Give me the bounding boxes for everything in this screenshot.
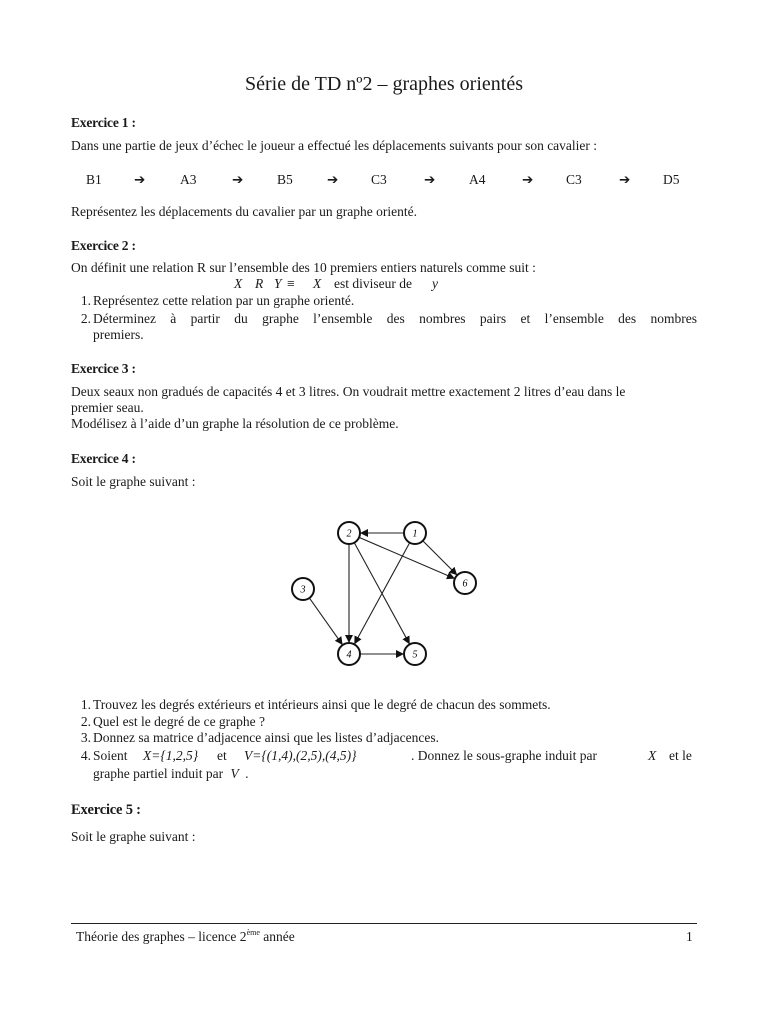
exercise-2-item-1: 1. Représentez cette relation par un graphe orienté. — [80, 293, 355, 308]
formula-x: X — [234, 276, 243, 291]
graph-node-label: 6 — [462, 578, 468, 590]
knight-move-sequence — [0, 172, 768, 188]
exercise-1-intro: Dans une partie de jeux d’échec le joueur a effectué les déplacements suivants pour son cavalier : — [71, 138, 598, 153]
graph-node-label: 1 — [412, 528, 418, 540]
exercise-2-item-2: 2. Déterminez à partir du graphe l’ensemble des nombres pairs et l’ensemble des nombres — [80, 311, 697, 326]
exercise-2-item-2-cont: premiers. — [93, 327, 144, 342]
item4-et: et — [217, 748, 227, 763]
exercise-4-heading: Exercice 4 : — [71, 451, 136, 466]
formula-y: Y — [274, 276, 282, 291]
exercise-1-task: Représentez les déplacements du cavalier par un graphe orienté. — [71, 204, 417, 219]
graph-node-5 — [404, 643, 426, 665]
item4-etle: et le — [669, 748, 692, 763]
graph-node-label: 2 — [346, 528, 352, 540]
graph-node-label: 4 — [346, 649, 352, 661]
page-title: Série de TD nº2 – graphes orientés — [245, 73, 523, 95]
formula-y2: y — [432, 276, 438, 291]
move-2: A3 — [180, 172, 197, 187]
graph-node-3 — [292, 578, 314, 600]
graph-node-1 — [404, 522, 426, 544]
exercise-1-heading: Exercice 1 : — [71, 115, 136, 130]
exercise-3-line-2: premier seau. — [71, 400, 144, 415]
move-4: C3 — [371, 172, 387, 187]
exercise-3-line-3: Modélisez à l’aide d’un graphe la résolution de ce problème. — [71, 416, 399, 431]
document-page: Série de TD nº2 – graphes orientés Exercice 1 : Dans une partie de jeux d’échec le joueur a effectué les déplacements suivants pour son cavalier : B1 ➔ A3 ➔ B5 ➔ C3 ➔ A4 ➔ C3 ➔ D5 Représentez les déplacements du cavalier par un graphe orienté. Exercice 2 : On définit une relation R sur l’ensemble des 10 premiers entiers naturels comme suit : X R Y ≡ X est diviseur de y 1. Représentez cette relation par un graphe orienté. 2. Déterminez à partir du graphe l’ensemble des nombres pairs et l’ensemble des nombres premiers. Exercice 3 : Deux seaux non gradués de capacités 4 et 3 litres. On voudrait mettre exactement 2 litres d’eau dans le premier seau. Modélisez à l’aide d’un graphe la résolution de ce problème. Exercice 4 : Soit le graphe suivant : 1 2 3 4 5 6 1. Trouvez les degrés extérieurs et intérieurs ainsi que le degré de chacun des sommets. 2. Quel est le degré de ce graphe ? 3. Donnez sa matrice d’adjacence ainsi que les listes d’adjacences. 4. Soient X={1,2,5} et V={(1,4),(2,5),(4,5)} . Donnez le sous-graphe induit par X et le graphe partiel induit par V . Exercice 5 : Soit le graphe suivant : Théorie des graphes – licence 2ème année 1 — [0, 0, 768, 1024]
graph-node-6 — [454, 572, 476, 594]
exercise-4-item-4-cont: graphe partiel induit par V . — [93, 766, 249, 781]
arrow-icon: ➔ — [619, 172, 631, 188]
exercise-2-heading: Exercice 2 : — [71, 238, 136, 253]
move-3: B5 — [277, 172, 293, 187]
item4-donnez: . Donnez le sous-graphe induit par — [411, 748, 597, 763]
move-1: B1 — [86, 172, 102, 187]
footer-course: Théorie des graphes – licence 2ème année — [76, 928, 295, 944]
item4-x: X — [648, 748, 657, 763]
formula-x2: X — [313, 276, 322, 291]
move-5: A4 — [469, 172, 486, 187]
exercise-5-heading: Exercice 5 : — [71, 802, 141, 818]
directed-graph — [280, 515, 490, 675]
arrow-icon: ➔ — [327, 172, 339, 188]
formula-r: R — [255, 276, 264, 291]
exercise-2-intro: On définit une relation R sur l’ensemble des 10 premiers entiers naturels comme suit : — [71, 260, 536, 275]
move-7: D5 — [663, 172, 680, 187]
exercise-4-item-1: 1. Trouvez les degrés extérieurs et intérieurs ainsi que le degré de chacun des sommets. — [80, 697, 551, 712]
formula-text: est diviseur de — [334, 276, 412, 291]
exercise-3-heading: Exercice 3 : — [71, 361, 136, 376]
exercise-4-item-2: 2. Quel est le degré de ce graphe ? — [80, 714, 266, 729]
page-number: 1 — [686, 929, 693, 944]
set-v: V={(1,4),(2,5),(4,5)} — [244, 748, 357, 763]
item4-soient: Soient — [93, 748, 128, 763]
exercise-5-intro: Soit le graphe suivant : — [71, 829, 196, 844]
footer-rule — [71, 923, 697, 924]
graph-edge-3-4 — [309, 598, 342, 645]
exercise-4-item-3: 3. Donnez sa matrice d’adjacence ainsi que les listes d’adjacences. — [80, 730, 439, 745]
graph-node-4 — [338, 643, 360, 665]
graph-node-label: 5 — [412, 649, 418, 661]
exercise-3-line-1: Deux seaux non gradués de capacités 4 et 3 litres. On voudrait mettre exactement 2 litres d’eau dans le — [71, 384, 626, 399]
graph-node-2 — [338, 522, 360, 544]
set-x: X={1,2,5} — [143, 748, 199, 763]
move-6: C3 — [566, 172, 582, 187]
arrow-icon: ➔ — [522, 172, 534, 188]
arrow-icon: ➔ — [134, 172, 146, 188]
graph-edge-1-6 — [423, 541, 457, 575]
arrow-icon: ➔ — [232, 172, 244, 188]
formula-equiv: ≡ — [287, 276, 295, 291]
arrow-icon: ➔ — [424, 172, 436, 188]
graph-node-label: 3 — [300, 584, 306, 596]
exercise-4-intro: Soit le graphe suivant : — [71, 474, 196, 489]
